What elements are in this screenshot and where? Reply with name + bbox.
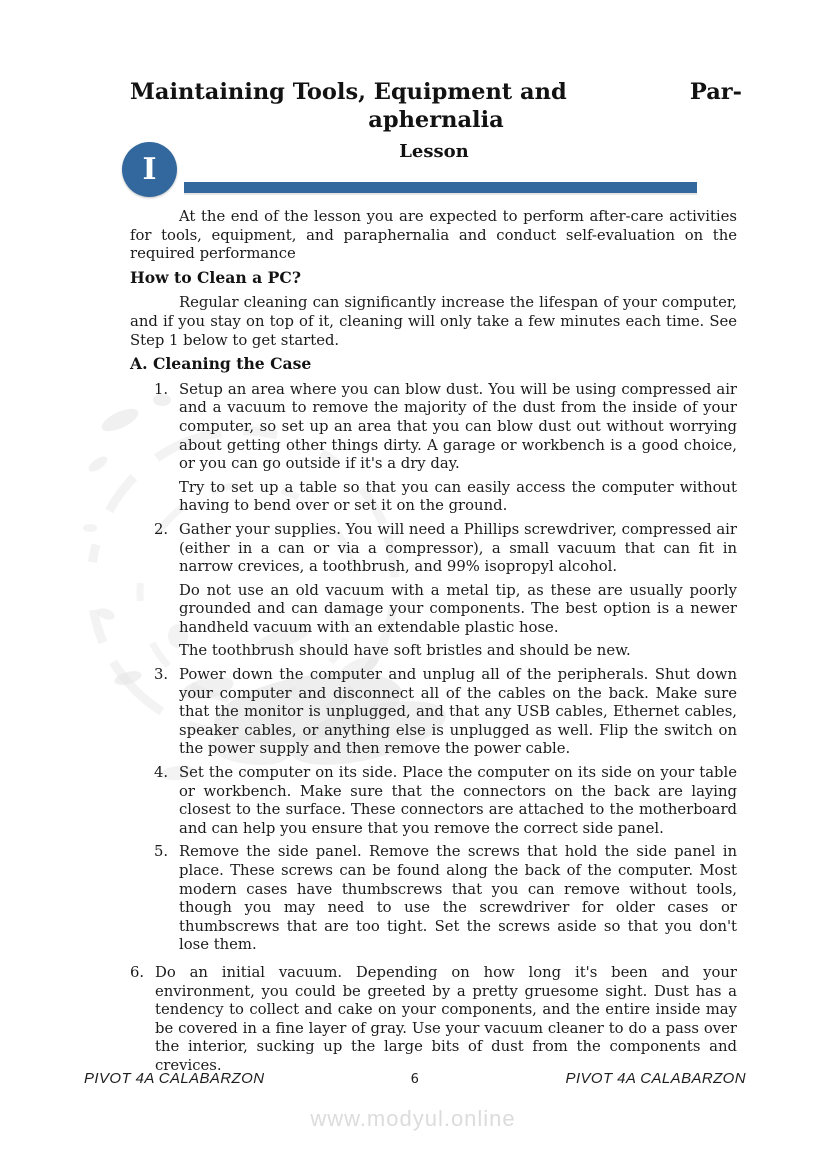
intro-paragraph: At the end of the lesson you are expected to perform after-care activities for tools, equipment, and paraphernalia and conduct self-evaluation on the required performance [130, 208, 737, 263]
step-2-number: 2. [154, 520, 169, 538]
lesson-body [130, 208, 737, 1081]
step-6 [130, 964, 737, 1076]
footer-right-label: PIVOT 4A CALABARZON [565, 1070, 746, 1087]
step-1-note: Try to set up a table so that you can easily access the computer without having to bend over or set it on the ground. [179, 478, 737, 515]
step-1 [130, 381, 737, 516]
footer-left-label: PIVOT 4A CALABARZON [84, 1070, 265, 1087]
page-title-line1 [130, 78, 742, 106]
step-3-number: 3. [154, 666, 169, 684]
step-6-text: Do an initial vacuum. Depending on how long it's been and your environment, you could be greeted by a pretty gruesome sight. Dust has a tendency to collect and cake on your components, and the entire inside may be covered in a fine layer of gray. Use your vacuum cleaner to do a pass over the interior, sucking up the large bits of dust from the components and crevices. [155, 963, 737, 1074]
step-4-number: 4. [154, 764, 169, 782]
step-2-note-1: Do not use an old vacuum with a metal tip, as these are usually poorly grounded and can damage your components. The best option is a newer handheld vacuum with an extendable plastic hose. [179, 581, 737, 636]
step-3 [130, 666, 737, 759]
lesson-roman-numeral: I [142, 152, 157, 187]
site-watermark-text: www.modyul.online [310, 1106, 516, 1131]
page-title-text: Maintaining Tools, Equipment and [130, 79, 567, 105]
step-2-note-2: The toothbrush should have soft bristles and should be new. [179, 642, 631, 660]
heading-cleaning-the-case: A. Cleaning the Case [130, 354, 312, 374]
step-4 [130, 764, 737, 838]
step-6-number: 6. [130, 963, 145, 981]
heading-how-to-clean: How to Clean a PC? [130, 267, 301, 287]
step-1-text: Setup an area where you can blow dust. You will be using compressed air and a vacuum to remove the majority of the dust from the inside of your computer, so set up an area that you can blow dust out without worrying about getting other things dirty. A garage or workbench is a good choice, or you can go outside if it's a dry day. [179, 380, 737, 473]
page-title [130, 78, 742, 134]
step-2-text: Gather your supplies. You will need a Phillips screwdriver, compressed air (either in a can or via a compressor), a small vacuum that can fit in narrow crevices, a toothbrush, and 99% isopropyl alcohol. [179, 520, 737, 576]
page-title-hyphenated-word: Par- [689, 79, 742, 105]
step-3-text: Power down the computer and unplug all of the peripherals. Shut down your computer and disconnect all of the cables on the back. Make sure that the monitor is unplugged, and that any USB cables, Ethernet cables, speaker cables, or anything else is unplugged as well. Flip the switch on the power supply and then remove the power cable. [179, 666, 737, 758]
step-2 [130, 521, 737, 661]
step-5-number: 5. [154, 843, 169, 861]
page-number: 6 [410, 1072, 420, 1087]
step-1-number: 1. [154, 380, 169, 398]
step-5-text: Remove the side panel. Remove the screws that hold the side panel in place. These screws can be found along the back of the computer. Most modern cases have thumbscrews that you can remove without tools, though you may need to use the screwdriver for older cases or thumbscrews that are too tight. Set the screws aside so that you don't lose them. [179, 843, 737, 954]
step-4-text: Set the computer on its side. Place the computer on its side on your table or workbench. Make sure that the connectors on the back are laying closest to the surface. These connectors are attached to the motherboard and can help you ensure that you remove the correct side panel. [179, 764, 737, 837]
lesson-heading: Lesson [399, 141, 469, 162]
step-5 [130, 843, 737, 955]
page-title-line2: aphernalia [368, 107, 504, 133]
accent-rule [184, 182, 697, 193]
how-to-paragraph: Regular cleaning can significantly increase the lifespan of your computer, and if you stay on top of it, cleaning will only take a few minutes each time. See Step 1 below to get started. [130, 294, 737, 349]
